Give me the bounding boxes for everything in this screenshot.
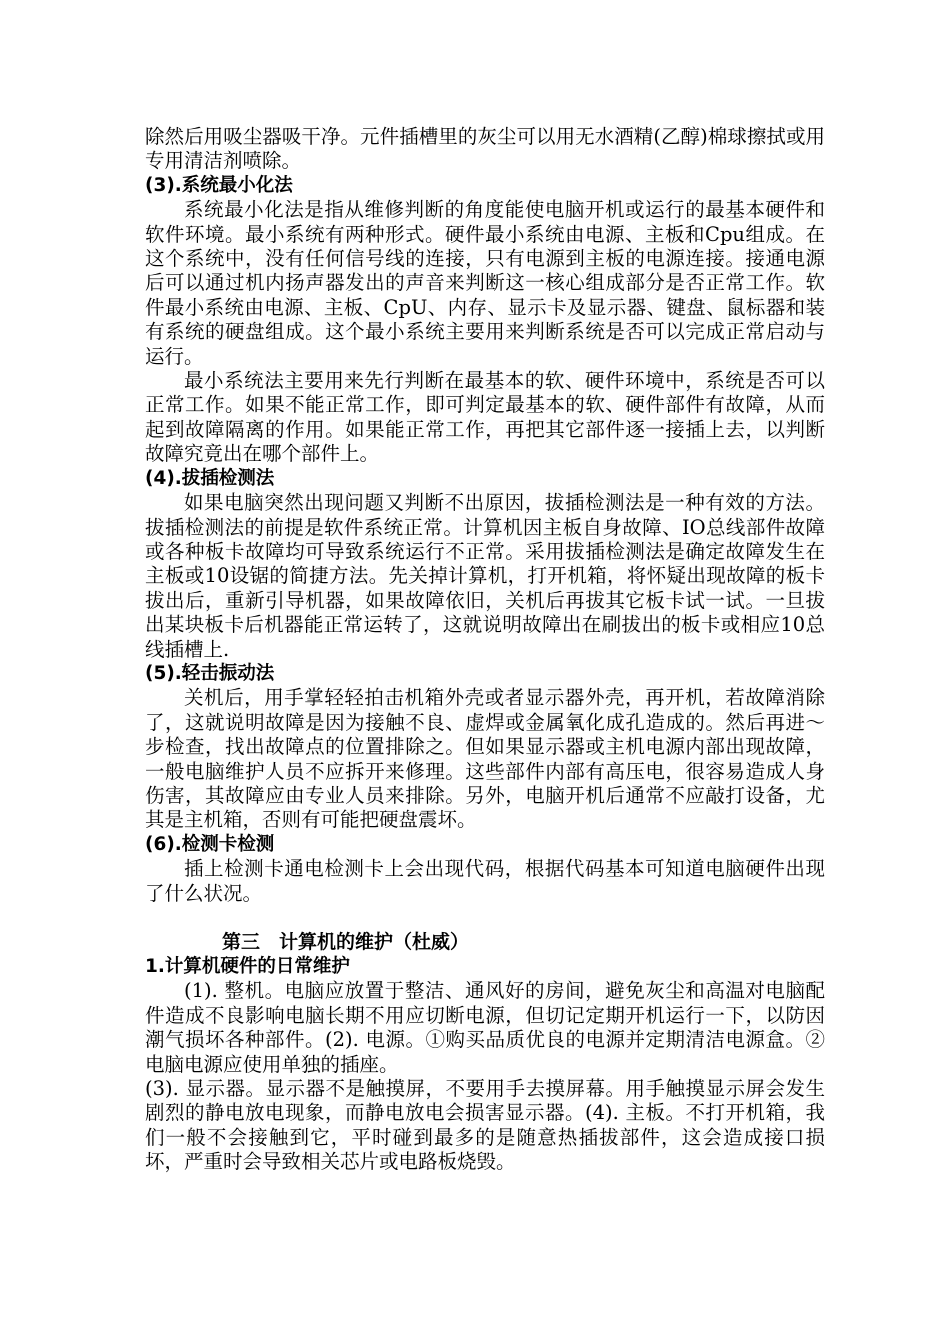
paragraph-minimal-system-definition: 系统最小化法是指从维修判断的角度能使电脑开机或运行的最基本硬件和软件环境。最小系统有两种形式。硬件最小系统由电源、主板和Cpu组成。在这个系统中，没有任何信号线的连接，只有电源到主板的电源连接。接通电源后可以通过机内扬声器发出的声音来判断这一核心组成部分是否正常工作。软件最小系统由电源、主板、CpU、内存、显示卡及显示器、键盘、鼠标器和装有系统的硬盘组成。这个最小系统主要用来判断系统是否可以完成正常启动与运行。 [145,198,825,368]
paragraph-plug-detection: 如果电脑突然出现问题又判断不出原因，拔插检测法是一种有效的方法。拔插检测法的前提是软件系统正常。计算机因主板自身故障、IO总线部件故障或各种板卡故障均可导致系统运行不正常。采用拔插检测法是确定故障发生在主板或10设锯的简捷方法。先关掉计算机，打开机箱，将怀疑出现故障的板卡拔出后，重新引导机器，如果故障依旧，关机后再拔其它板卡试一试。一旦拔出某块板卡后机器能正常运转了，这就说明故障出在刷拔出的板卡或相应10总线插槽上. [145,491,825,661]
heading-system-minimization: (3).系统最小化法 [145,174,293,196]
paragraph-monitor-mainboard: (3). 显示器。显示器不是触摸屏，不要用手去摸屏幕。用手触摸显示屏会发生剧烈的静电放电现象，而静电放电会损害显示器。(4). 主板。不打开机箱，我们一般不会接触到它，平时碰到最多的是随意热插拔部件，这会造成接口损坏，严重时会导致相关芯片或电路板烧毁。 [145,1077,825,1174]
heading-tap-vibration: (5).轻击振动法 [145,662,275,684]
paragraph-machine-power: (1). 整机。电脑应放置于整洁、通风好的房间，避免灰尘和高温对电脑配件造成不良影响电脑长期不用应切断电源，但切记定期开机运行一下，以防因潮气损坏各种部件。(2). 电源。①购买品质优良的电源并定期清洁电源盒。②电脑电源应使用单独的插座。 [145,979,825,1076]
paragraph-cleaning-end: 除然后用吸尘器吸干净。元件插槽里的灰尘可以用无水酒精(乙醇)棉球擦拭或用专用清洁剂喷除。 [145,125,825,173]
document-page [145,125,825,1175]
heading-test-card: (6).检测卡检测 [145,833,275,855]
paragraph-minimal-system-usage: 最小系统法主要用来先行判断在最基本的软、硬件环境中，系统是否可以正常工作。如果不能正常工作，即可判定最基本的软、硬件部件有故障，从而起到故障隔离的作用。如果能正常工作，再把其它部件逐一接插上去，以判断故障究竟出在哪个部件上。 [145,369,825,466]
heading-hardware-daily-maintenance: 1.计算机硬件的日常维护 [145,956,350,977]
section-title-maintenance: 第三 计算机的维护（杜威） [222,931,470,953]
paragraph-test-card: 插上检测卡通电检测卡上会出现代码，根据代码基本可知道电脑硬件出现了什么状况。 [145,857,825,905]
paragraph-tap-vibration: 关机后，用手掌轻轻拍击机箱外壳或者显示器外壳，再开机，若故障消除了，这就说明故障是因为接触不良、虚焊或金属氧化成孔造成的。然后再进～步检查，找出故障点的位置排除之。但如果显示器或主机电源内部出现故障，一般电脑维护人员不应拆开来修理。这些部件内部有高压电，很容易造成人身伤害，其故障应由专业人员来排除。另外，电脑开机后通常不应敲打设备，尤其是主机箱，否则有可能把硬盘震坏。 [145,686,825,832]
heading-plug-detection: (4).拔插检测法 [145,467,275,489]
